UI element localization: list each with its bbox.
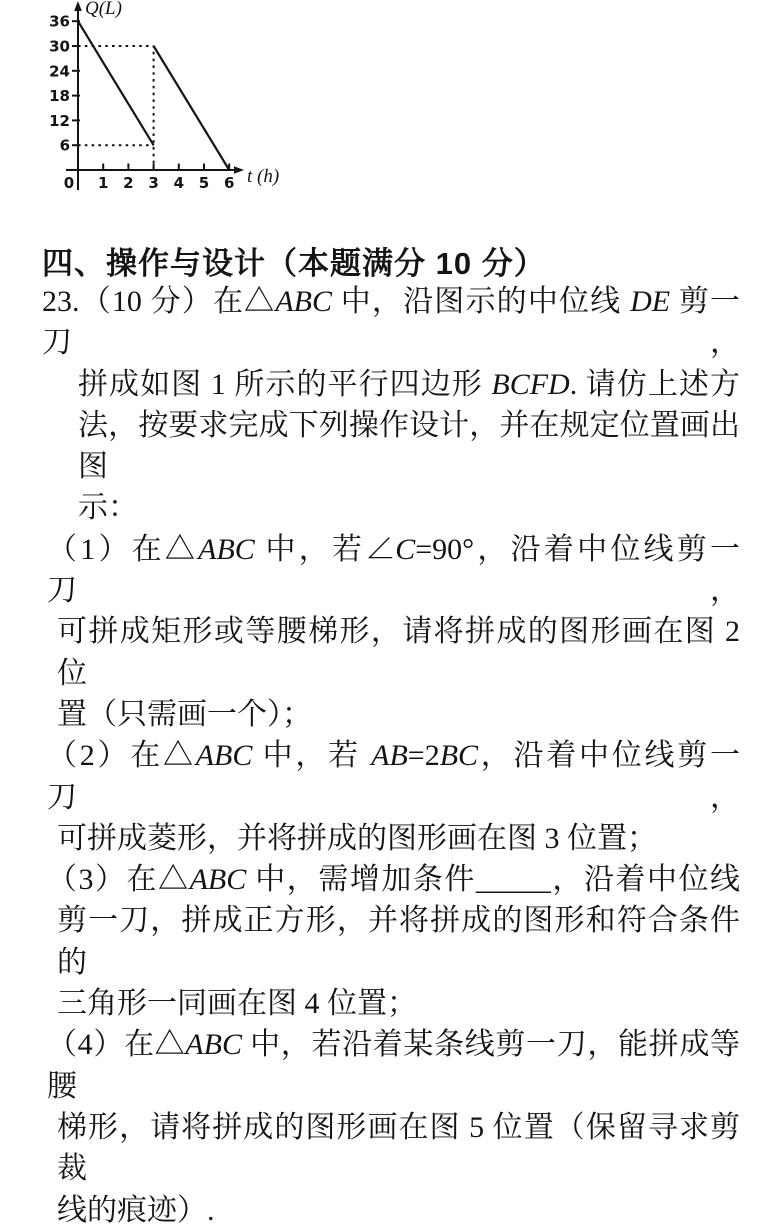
y-tick-label: 18 <box>49 87 70 106</box>
text-run: 三角形一同画在图 4 位置； <box>57 987 417 1021</box>
text-line <box>47 1024 740 1107</box>
text-run: 梯形，请将拼成的图形画在图 5 位置（保留寻求剪裁 <box>57 1110 740 1186</box>
data-line-segment-1 <box>78 21 154 145</box>
text-run: 中，若 <box>252 739 372 773</box>
text-line <box>57 694 776 735</box>
x-tick-label: 2 <box>123 174 134 192</box>
answer-blank: _____ <box>475 863 551 897</box>
text-run: （3）在△ <box>47 863 190 897</box>
text-run: =2 <box>407 739 440 773</box>
text-line <box>78 487 776 528</box>
text-run: 可拼成菱形，并将拼成的图形画在图 3 位置； <box>57 821 657 855</box>
water-volume-line-graph <box>0 0 310 200</box>
text-line <box>78 364 740 405</box>
text-run: （2）在△ <box>47 739 196 773</box>
text-run: =90°，沿着中位线剪一刀， <box>47 532 741 608</box>
text-line <box>78 405 740 488</box>
text-run: ，沿着中位线剪一刀， <box>47 739 741 814</box>
math-variable: AB <box>371 739 408 773</box>
text-run: ，沿着中位线 <box>550 863 741 897</box>
text-run: 中，沿图示的中位线 <box>332 285 631 318</box>
origin-label: 0 <box>63 174 75 192</box>
text-line <box>57 611 740 694</box>
problem-text-block <box>0 281 776 1231</box>
text-line <box>47 529 740 612</box>
text-run: 中，若沿着某条线剪一刀，能拼成等腰 <box>47 1028 741 1103</box>
text-run: . 请仿上述方 <box>569 367 741 401</box>
x-axis-label: t (h) <box>247 166 280 187</box>
x-axis-arrow <box>234 166 244 174</box>
math-variable: BC <box>439 739 479 773</box>
text-line <box>57 983 776 1024</box>
text-run: 置（只需画一个）； <box>57 697 312 731</box>
text-run: 中，若∠ <box>254 532 396 566</box>
text-run: 可拼成矩形或等腰梯形，请将拼成的图形画在图 2 位 <box>57 615 740 690</box>
section-heading: 四、操作与设计（本题满分 10 分） <box>42 246 546 281</box>
text-line <box>47 859 740 900</box>
text-run: 剪一刀，拼成正方形，并将拼成的图形和符合条件的 <box>57 904 740 979</box>
text-run: （4）在△ <box>47 1028 186 1062</box>
x-tick-label: 1 <box>97 174 109 192</box>
math-variable: ABC <box>275 285 333 318</box>
text-line <box>57 818 776 859</box>
math-variable: ABC <box>189 863 247 897</box>
math-variable: DE <box>630 285 671 318</box>
text-line <box>47 735 740 818</box>
y-tick-label: 30 <box>49 37 70 56</box>
text-run: 拼成如图 1 所示的平行四边形 <box>78 367 492 401</box>
text-run: 法，按要求完成下列操作设计，并在规定位置画出图 <box>78 408 740 484</box>
x-tick-label: 5 <box>198 174 210 192</box>
x-tick-label: 6 <box>223 174 235 192</box>
text-line <box>57 900 740 983</box>
y-tick-label: 6 <box>59 136 70 155</box>
x-tick-label: 4 <box>173 174 185 192</box>
math-variable: ABC <box>185 1028 242 1062</box>
data-line-segment-2 <box>154 46 230 170</box>
y-tick-label: 24 <box>49 62 70 81</box>
math-variable: C <box>395 532 416 566</box>
x-tick-label: 3 <box>148 174 159 192</box>
math-variable: BCFD <box>491 367 570 401</box>
y-tick-label: 36 <box>49 12 70 31</box>
text-run: 线的痕迹）. <box>57 1193 215 1227</box>
text-run: 23.（10 分）在△ <box>42 285 276 318</box>
text-run: 剪一刀， <box>42 285 741 360</box>
text-run: （1）在△ <box>47 532 199 566</box>
y-axis-arrow <box>74 1 82 11</box>
text-run: 示： <box>78 491 138 525</box>
text-run: 中，需增加条件 <box>246 863 476 897</box>
y-tick-label: 12 <box>49 111 70 130</box>
math-variable: ABC <box>195 739 253 773</box>
math-variable: ABC <box>198 532 255 566</box>
text-line <box>42 281 740 364</box>
text-line <box>57 1190 776 1231</box>
y-axis-label: Q(L) <box>85 0 122 19</box>
text-line <box>57 1107 740 1190</box>
